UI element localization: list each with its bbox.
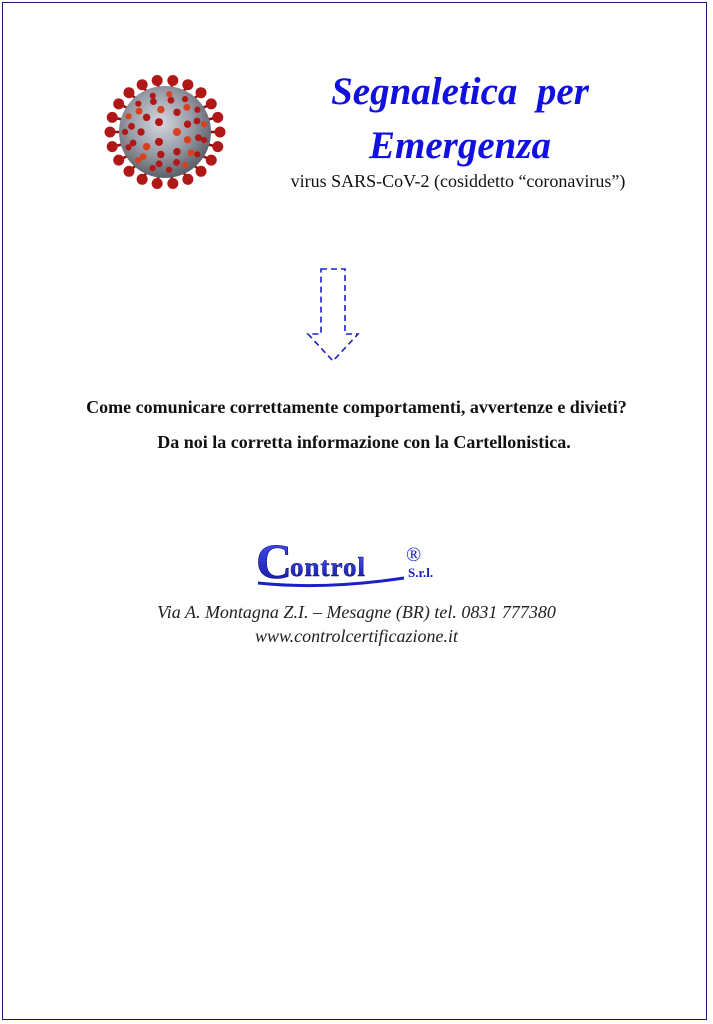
- logo-suffix: S.r.l.: [408, 565, 434, 580]
- virus-spike: [125, 113, 131, 119]
- virus-spike: [184, 121, 191, 128]
- virus-spike: [212, 112, 223, 123]
- virus-spike: [137, 128, 144, 135]
- company-logo: [254, 538, 454, 590]
- virus-spike: [150, 93, 156, 99]
- virus-spike: [206, 98, 217, 109]
- virus-spike: [196, 87, 207, 98]
- virus-spike: [212, 141, 223, 152]
- virus-spike: [166, 91, 172, 97]
- virus-spike: [155, 118, 163, 126]
- dashed-down-arrow-icon: [304, 266, 362, 364]
- virus-spike: [135, 157, 141, 163]
- virus-spike: [123, 166, 134, 177]
- virus-spike: [173, 159, 180, 166]
- virus-spike: [152, 75, 163, 86]
- virus-spike: [168, 97, 175, 104]
- virus-spike: [206, 155, 217, 166]
- logo-wordmark: ontrol: [290, 552, 367, 582]
- virus-spike: [182, 174, 193, 185]
- registered-mark: ®: [406, 544, 422, 566]
- page-title-line-2: Emergenza: [368, 124, 551, 167]
- virus-spike: [107, 141, 118, 152]
- virus-spike: [137, 174, 148, 185]
- virus-spike: [150, 98, 157, 105]
- virus-spike: [201, 121, 207, 127]
- virus-spike: [195, 134, 202, 141]
- coronavirus-icon: [96, 66, 234, 198]
- virus-spike: [107, 112, 118, 123]
- intro-question: Come comunicare correttamente comportamenti, avvertenze e divieti?: [86, 397, 627, 417]
- virus-spike: [184, 104, 191, 111]
- virus-spike: [122, 129, 128, 135]
- virus-spike: [194, 118, 201, 125]
- virus-spike: [194, 107, 200, 113]
- company-address: Via A. Montagna Z.I. – Mesagne (BR) tel. 0831 777380: [157, 602, 556, 622]
- virus-spike: [113, 98, 124, 109]
- virus-spike: [128, 123, 135, 130]
- virus-spike: [105, 127, 116, 138]
- virus-body: [119, 86, 211, 178]
- virus-spike: [143, 114, 150, 121]
- virus-spike: [137, 79, 148, 90]
- virus-spike: [125, 144, 131, 150]
- virus-spike: [194, 151, 200, 157]
- virus-spike: [182, 96, 188, 102]
- virus-spike: [188, 149, 195, 156]
- virus-spike: [201, 137, 207, 143]
- virus-spike: [143, 143, 150, 150]
- virus-spike: [136, 108, 143, 115]
- virus-spike: [166, 167, 172, 173]
- virus-spike: [152, 178, 163, 189]
- virus-spike: [156, 160, 163, 167]
- virus-spike: [184, 136, 191, 143]
- virus-spike: [135, 101, 141, 107]
- virus-spike: [123, 87, 134, 98]
- virus-spike: [157, 106, 164, 113]
- page-title-line-1: Segnaletica per: [331, 70, 589, 113]
- virus-spike: [173, 128, 181, 136]
- virus-spike: [182, 79, 193, 90]
- virus-spike: [167, 75, 178, 86]
- virus-spike: [149, 165, 155, 171]
- intro-answer: Da noi la corretta informazione con la Cartellonistica.: [157, 432, 571, 452]
- page-subtitle: virus SARS-CoV-2 (cosiddetto “coronavirus”): [290, 171, 626, 191]
- virus-spike: [173, 148, 180, 155]
- virus-spike: [182, 162, 188, 168]
- virus-spike: [155, 138, 163, 146]
- company-website[interactable]: www.controlcertificazione.it: [255, 626, 458, 646]
- virus-spike: [113, 155, 124, 166]
- logo-initial: C: [256, 538, 293, 589]
- virus-spike: [157, 151, 164, 158]
- virus-spike: [167, 178, 178, 189]
- virus-spike: [173, 109, 180, 116]
- virus-spike: [196, 166, 207, 177]
- virus-spike: [215, 127, 226, 138]
